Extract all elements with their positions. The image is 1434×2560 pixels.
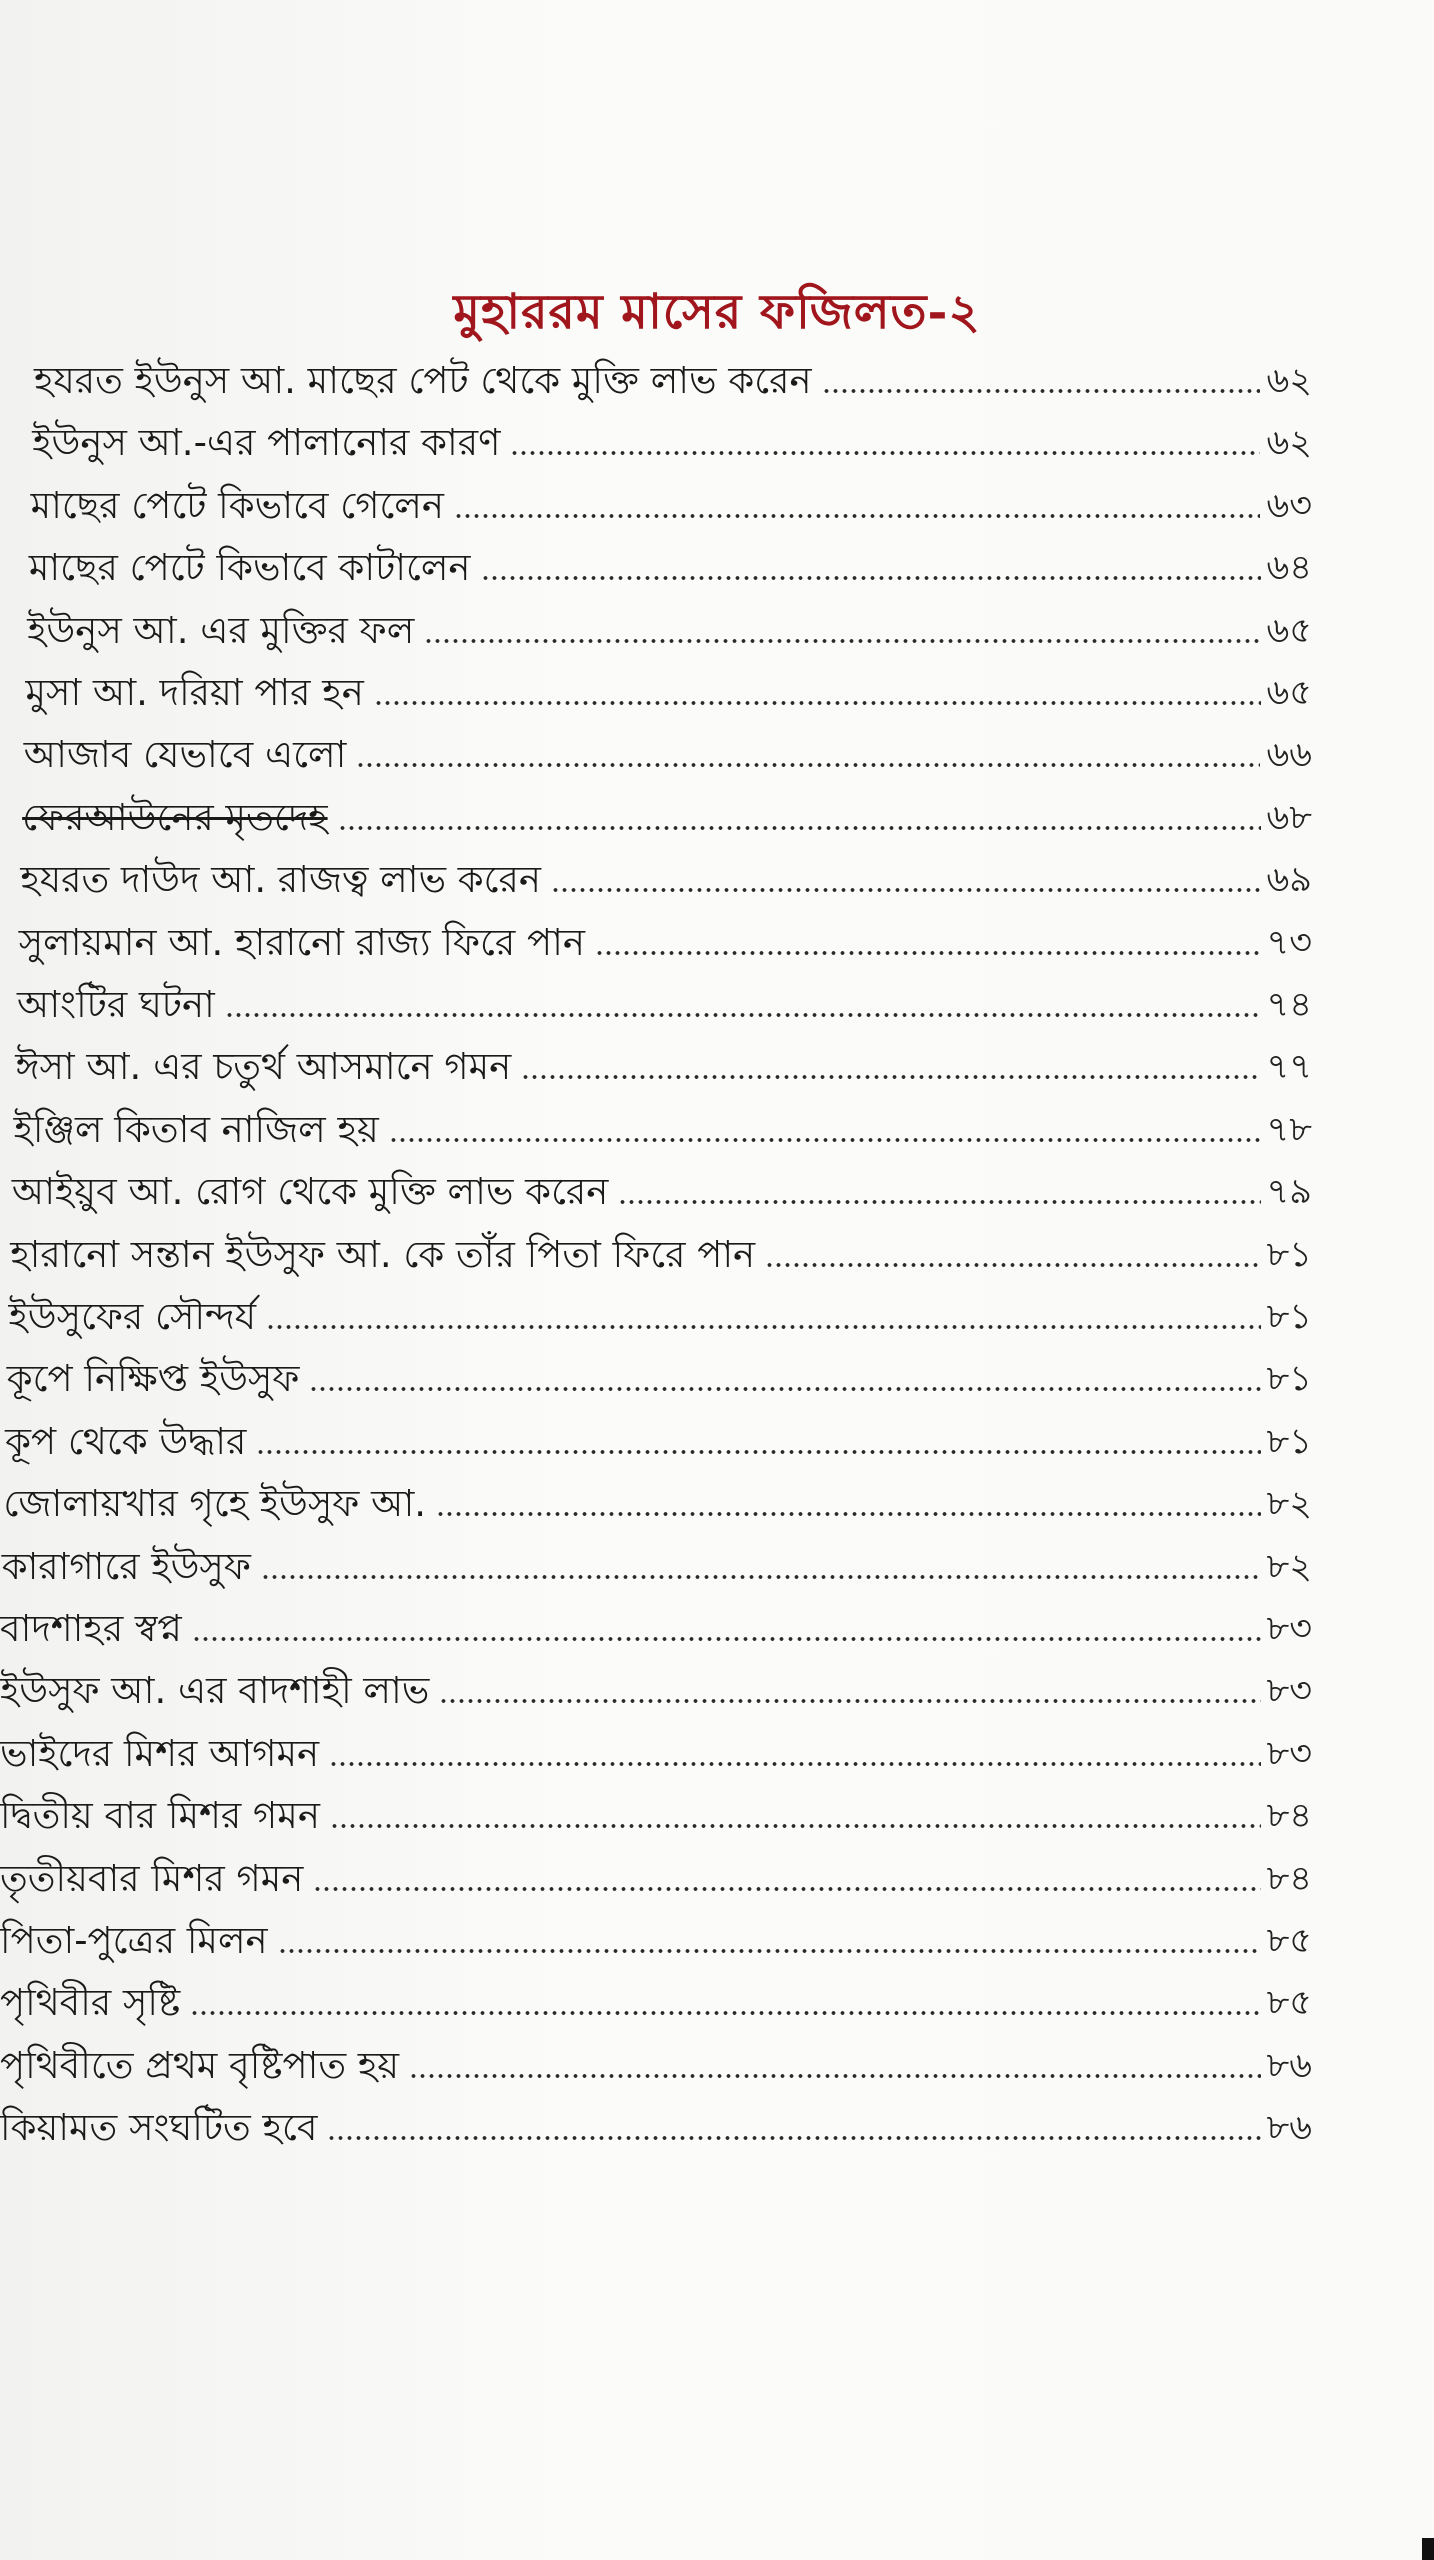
toc-entry-page-number: ৬৫: [1266, 673, 1312, 713]
toc-entry-title: আইয়ুব আ. রোগ থেকে মুক্তি লাভ করেন: [11, 1170, 609, 1214]
toc-entry-page-number: ৮৪: [1266, 1796, 1312, 1837]
toc-entry: [26, 660, 1313, 718]
toc-entry: [2, 1534, 1312, 1592]
toc-entry-title: ইউনুস আ.-এর পালানোর কারণ: [32, 421, 501, 465]
toc-entry-page-number: ৮১: [1266, 1297, 1312, 1337]
dot-leader: [454, 513, 1261, 519]
dot-leader: [309, 1386, 1260, 1392]
dot-leader: [424, 638, 1260, 644]
toc-entry: [0, 2095, 1312, 2153]
toc-entry-title: পৃথিবীর সৃষ্টি: [0, 1981, 181, 2025]
toc-entry-page-number: ৭৯: [1266, 1172, 1312, 1213]
toc-entry-title: আজাব যেভাবে এলো: [23, 733, 347, 777]
toc-entry: [0, 1783, 1312, 1841]
dot-leader: [266, 1324, 1260, 1330]
page-title: মুহাররম মাসের ফজিলত-২: [453, 284, 981, 340]
toc-entry-title: কিয়ামত সংঘটিত হবে: [0, 2106, 318, 2150]
toc-entry: [7, 1346, 1312, 1404]
toc-entry-title: মাছের পেটে কিভাবে গেলেন: [30, 483, 444, 527]
toc-entry-page-number: ৬৩: [1266, 485, 1312, 526]
toc-entry-page-number: ৮৬: [1266, 2045, 1312, 2086]
toc-entry: [9, 1284, 1313, 1342]
dot-leader: [765, 1262, 1260, 1268]
toc-entry-title: ইঞ্জিল কিতাব নাজিল হয়: [13, 1107, 379, 1151]
toc-entry-title: জোলায়খার গৃহে ইউসুফ আ.: [3, 1482, 427, 1526]
toc-entry-title: পিতা-পুত্রের মিলন: [0, 1919, 268, 1962]
page-edge-mark: [1422, 2538, 1434, 2560]
toc-entry: [0, 1721, 1312, 1779]
dot-leader: [481, 575, 1261, 581]
toc-entry-title: বাদশাহর স্বপ্ন: [0, 1607, 182, 1650]
toc-entry: [32, 410, 1312, 468]
toc-entry-title: হারানো সন্তান ইউসুফ আ. কে তাঁর পিতা ফিরে পান: [10, 1232, 756, 1276]
toc-entry: [22, 785, 1312, 843]
dot-leader: [595, 950, 1261, 956]
toc-entry-page-number: ৬৯: [1266, 860, 1312, 901]
toc-entry: [3, 1471, 1312, 1529]
dot-leader: [551, 887, 1261, 893]
toc-entry-page-number: ৮২: [1266, 1546, 1312, 1587]
toc-entry-title: ফেরআউনের মৃতদেহ: [22, 795, 328, 839]
toc-entry-title: পৃথিবীতে প্রথম বৃষ্টিপাত হয়: [0, 2043, 400, 2087]
toc-entry-page-number: ৭৪: [1266, 985, 1312, 1025]
toc-entry: [27, 598, 1312, 656]
toc-entry-title: সুলায়মান আ. হারানো রাজ্য ফিরে পান: [18, 920, 585, 964]
toc-entry-title: কূপ থেকে উদ্ধার: [5, 1419, 247, 1463]
dot-leader: [190, 2010, 1260, 2016]
toc-entry-title: ভাইদের মিশর আগমন: [0, 1731, 320, 1775]
dot-leader: [278, 1948, 1261, 1954]
toc-entry-page-number: ৬২: [1266, 423, 1312, 464]
toc-entry-title: হযরত ইউনুস আ. মাছের পেট থেকে মুক্তি লাভ করেন: [34, 359, 812, 402]
toc-entry-title: কূপে নিক্ষিপ্ত ইউসুফ: [6, 1357, 300, 1401]
dot-leader: [439, 1698, 1260, 1704]
dot-leader: [338, 825, 1261, 831]
toc-entry-title: ইউসুফের সৌন্দর্য: [8, 1295, 257, 1338]
toc-entry-page-number: ৮৩: [1266, 1609, 1312, 1649]
toc-entry-page-number: ৮১: [1266, 1359, 1312, 1400]
toc-entry-title: আংটির ঘটনা: [17, 983, 215, 1026]
dot-leader: [330, 1823, 1261, 1829]
toc-entry-page-number: ৮৪: [1266, 1858, 1312, 1899]
toc-entry-title: মুসা আ. দরিয়া পার হন: [25, 671, 364, 714]
toc-entry-page-number: ৬২: [1266, 361, 1312, 401]
toc-entry-title: তৃতীয়বার মিশর গমন: [0, 1856, 304, 1900]
toc-entry-page-number: ৮৩: [1266, 1733, 1312, 1774]
toc-entry: [31, 473, 1312, 531]
toc-entry: [19, 910, 1312, 968]
dot-leader: [329, 1761, 1260, 1767]
toc-entry: [0, 1846, 1312, 1904]
toc-entry-page-number: ৮১: [1266, 1234, 1312, 1275]
toc-entry: [24, 722, 1312, 780]
toc-entry-title: ইউসুফ আ. এর বাদশাহী লাভ: [0, 1669, 430, 1713]
dot-leader: [510, 450, 1260, 456]
toc-entry-page-number: ৭৮: [1266, 1109, 1312, 1150]
toc-entry-page-number: ৭৭: [1266, 1047, 1312, 1088]
toc-entry: [0, 1596, 1312, 1654]
dot-leader: [436, 1511, 1260, 1517]
dot-leader: [313, 1886, 1260, 1892]
dot-leader: [192, 1636, 1261, 1642]
toc-entry-page-number: ৮২: [1266, 1484, 1312, 1525]
toc-entry-page-number: ৮৬: [1266, 2108, 1312, 2149]
toc-entry-page-number: ৮৫: [1266, 1983, 1312, 2024]
toc-entry-page-number: ৮১: [1266, 1421, 1312, 1462]
toc-entry: [0, 1970, 1312, 2028]
toc-entry: [34, 348, 1312, 406]
toc-entry-page-number: ৮৫: [1266, 1921, 1312, 1961]
toc-entry: [20, 847, 1312, 905]
toc-entry: [17, 972, 1312, 1030]
toc-entry-title: দ্বিতীয় বার মিশর গমন: [0, 1794, 320, 1838]
toc-entry-page-number: ৬৬: [1266, 735, 1312, 776]
toc-entry-title: ঈসা আ. এর চতুর্থ আসমানে গমন: [15, 1045, 512, 1089]
dot-leader: [356, 762, 1260, 768]
toc-entry: [29, 535, 1312, 593]
toc-entry-title: হযরত দাউদ আ. রাজত্ব লাভ করেন: [20, 858, 541, 902]
toc-entry: [10, 1222, 1312, 1280]
toc-entry-title: ইউনুস আ. এর মুক্তির ফল: [27, 608, 415, 652]
toc-entry: [14, 1097, 1312, 1155]
toc-entry: [12, 1159, 1312, 1217]
toc-entry: [0, 1908, 1312, 1966]
dot-leader: [409, 2073, 1260, 2079]
dot-leader: [374, 700, 1261, 706]
dot-leader: [327, 2135, 1260, 2141]
dot-leader: [256, 1449, 1260, 1455]
toc-entry-page-number: ৮৩: [1266, 1671, 1312, 1712]
dot-leader: [822, 388, 1261, 394]
dot-leader: [225, 1012, 1261, 1018]
toc-entry: [15, 1034, 1312, 1092]
toc-entry: [0, 1658, 1312, 1716]
dot-leader: [618, 1199, 1260, 1205]
toc-entry: [0, 2033, 1312, 2091]
dot-leader: [261, 1574, 1261, 1580]
toc-entry-page-number: ৬৮: [1266, 797, 1312, 838]
toc-entry-title: কারাগারে ইউসুফ: [1, 1544, 251, 1588]
dot-leader: [521, 1074, 1260, 1080]
toc-entry-page-number: ৭৩: [1266, 922, 1312, 963]
dot-leader: [389, 1137, 1261, 1143]
toc-entry: [5, 1409, 1312, 1467]
toc-entry-page-number: ৬৪: [1266, 548, 1312, 589]
toc-entry-title: মাছের পেটে কিভাবে কাটালেন: [28, 546, 471, 590]
toc-entry-page-number: ৬৫: [1266, 610, 1312, 651]
